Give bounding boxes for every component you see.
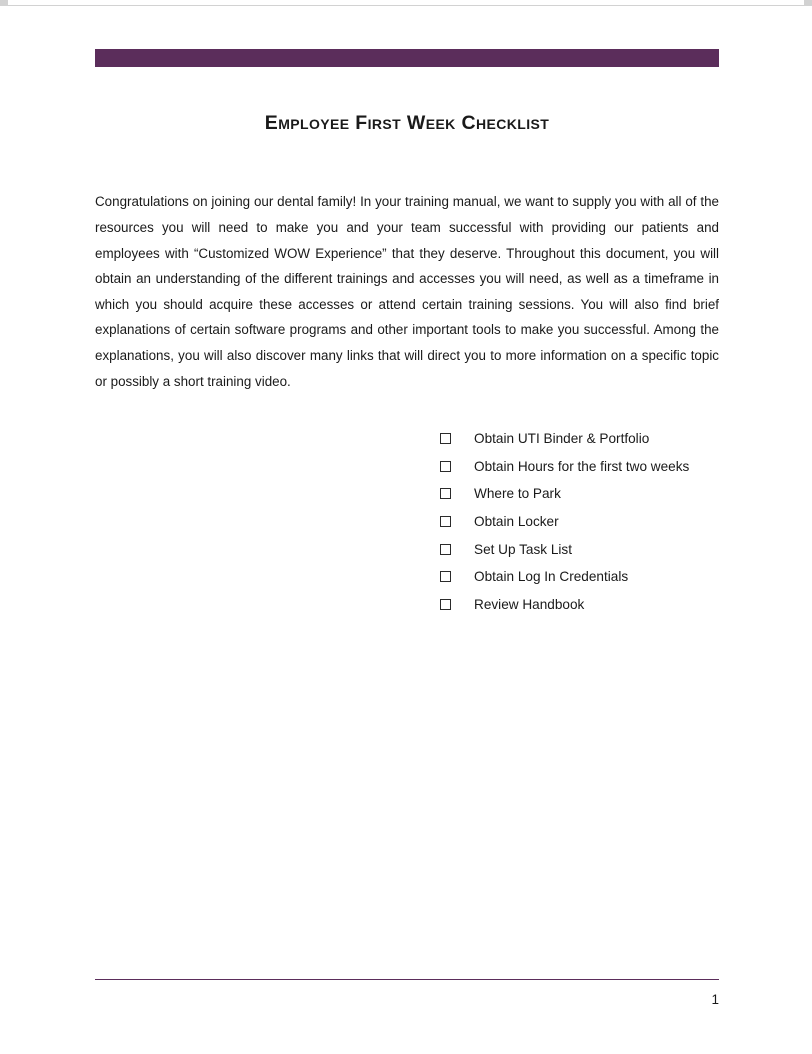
checkbox-icon[interactable]: [440, 433, 451, 444]
list-item[interactable]: [440, 591, 720, 619]
checkbox-icon[interactable]: [440, 544, 451, 555]
list-item[interactable]: [440, 453, 720, 481]
list-item-label: Obtain Hours for the first two weeks: [474, 458, 690, 474]
list-item-label: Where to Park: [474, 486, 561, 502]
intro-paragraph: Congratulations on joining our dental family! In your training manual, we want to supply you with all of the resources you will need to make you and your team successful with providing our patients and employees with “Customized WOW Experience” that they deserve. Throughout this document, you will obtain an understanding of the different trainings and accesses you will need, as well as a timeframe in which you should acquire these accesses or attend certain training sessions. You will also find brief explanations of certain software programs and other important tools to make you successful. Among the explanations, you will also discover many links that will direct you to more information on a specific topic or possibly a short training video.: [95, 194, 719, 389]
page-title: Employee First Week Checklist: [264, 112, 550, 134]
list-item[interactable]: [440, 508, 720, 536]
list-item[interactable]: [440, 535, 720, 563]
list-item-label: Obtain Locker: [474, 514, 559, 530]
checkbox-icon[interactable]: [440, 599, 451, 610]
page-content: [95, 0, 719, 1054]
list-item[interactable]: [440, 425, 720, 453]
list-item-label: Review Handbook: [474, 596, 585, 612]
checkbox-icon[interactable]: [440, 571, 451, 582]
footer-divider: [95, 979, 719, 980]
list-item[interactable]: [440, 563, 720, 591]
checkbox-icon[interactable]: [440, 461, 451, 472]
list-item-label: Obtain UTI Binder & Portfolio: [474, 431, 650, 447]
checkbox-icon[interactable]: [440, 516, 451, 527]
list-item-label: Obtain Log In Credentials: [474, 569, 629, 585]
list-item-label: Set Up Task List: [474, 541, 572, 557]
header-accent-bar: [95, 49, 719, 67]
checkbox-icon[interactable]: [440, 488, 451, 499]
list-item[interactable]: [440, 480, 720, 508]
page-number: 1: [711, 992, 719, 1007]
checklist: [440, 425, 720, 618]
